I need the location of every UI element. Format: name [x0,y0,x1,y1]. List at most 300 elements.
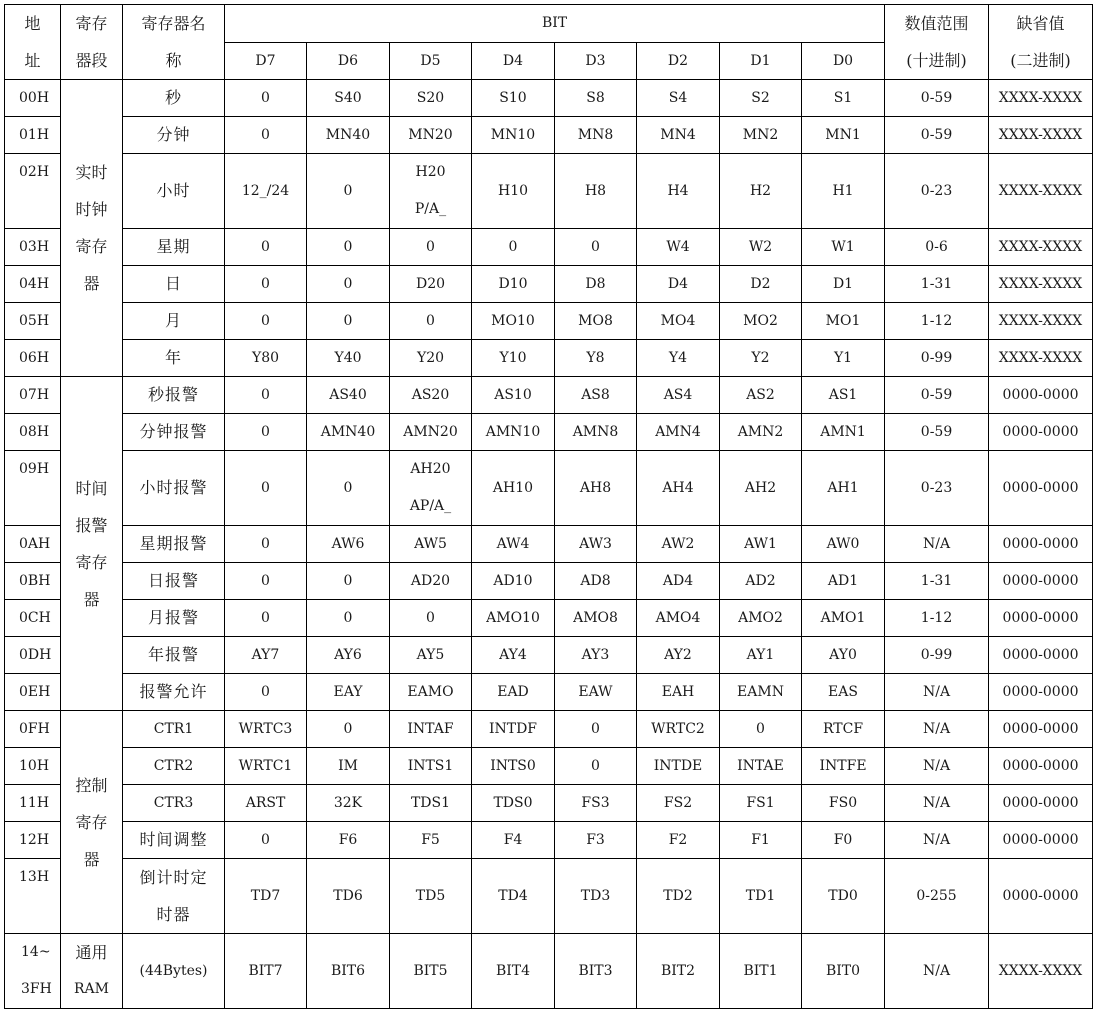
bit-cell-d0: D1 [802,266,885,303]
bit-cell-d3: 0 [555,748,637,785]
register-name-cell-line: 时器 [156,905,191,924]
register-name-cell: (44Bytes) [123,934,225,1009]
table-row [5,748,1093,785]
header-default-line: 缺省值 [1016,14,1065,33]
bit-cell-d7: 0 [225,822,307,859]
bit-cell-d3: AMN8 [555,414,637,451]
bit-cell-d0: AMO1 [802,600,885,637]
register-name-cell: 星期 [123,229,225,266]
bit-cell-d2: S4 [637,80,720,117]
bit-cell-d7: BIT7 [225,934,307,1009]
bit-cell-d2: MN4 [637,117,720,154]
header-bit-d1: D1 [720,42,802,80]
bit-cell-d7: 0 [225,229,307,266]
bit-cell-d6: AS40 [307,377,390,414]
register-table [4,4,1093,1009]
bit-cell-d0: Y1 [802,340,885,377]
default-cell: XXXX-XXXX [989,80,1093,117]
header-address-line: 址 [24,51,41,70]
segment-rtc-line: 寄存 [75,237,108,256]
bit-cell-d4: AH10 [472,451,555,526]
default-cell: 0000-0000 [989,563,1093,600]
address-cell: 09H [5,451,61,526]
header-bit: BIT [225,5,885,43]
bit-cell-d5: EAMO [390,674,472,711]
header-default-line: (二进制) [1010,51,1071,70]
table-row [5,117,1093,154]
bit-cell-d7: 0 [225,377,307,414]
bit-cell-d3: MN8 [555,117,637,154]
bit-cell-d5 [390,154,472,229]
bit-cell-d0: FS0 [802,785,885,822]
segment-ctrl-line: 器 [83,849,100,869]
bit-cell-d3: S8 [555,80,637,117]
range-cell: 0-59 [885,80,989,117]
default-cell: 0000-0000 [989,822,1093,859]
bit-cell-d4: TDS0 [472,785,555,822]
table-row [5,785,1093,822]
default-cell: 0000-0000 [989,711,1093,748]
bit-cell-d5-line: P/A_ [414,201,447,217]
bit-cell-d7: AY7 [225,637,307,674]
segment-alarm-line: 器 [83,589,100,609]
range-cell: 1-31 [885,563,989,600]
bit-cell-d5: F5 [390,822,472,859]
bit-cell-d1: AS2 [720,377,802,414]
range-cell: N/A [885,526,989,563]
bit-cell-d4: AMO10 [472,600,555,637]
bit-cell-d6: Y40 [307,340,390,377]
range-cell: 1-31 [885,266,989,303]
address-cell: 07H [5,377,61,414]
register-name-cell: 日报警 [123,563,225,600]
bit-cell-d5-line: AP/A_ [409,498,452,514]
bit-cell-d2: AW2 [637,526,720,563]
bit-cell-d4: 0 [472,229,555,266]
bit-cell-d2: AMN4 [637,414,720,451]
bit-cell-d5: 0 [390,303,472,340]
bit-cell-d1: EAMN [720,674,802,711]
header-range [885,5,989,80]
address-cell: 04H [5,266,61,303]
range-cell: 0-99 [885,637,989,674]
bit-cell-d0: EAS [802,674,885,711]
range-cell: 0-255 [885,859,989,934]
segment-alarm-line: 报警 [75,515,108,535]
bit-cell-d3: 0 [555,229,637,266]
bit-cell-d5: Y20 [390,340,472,377]
bit-cell-d3: TD3 [555,859,637,934]
bit-cell-d4: AW4 [472,526,555,563]
register-name-cell: 报警允许 [123,674,225,711]
bit-cell-d5: AY5 [390,637,472,674]
bit-cell-d2: AH4 [637,451,720,526]
bit-cell-d3: H8 [555,154,637,229]
bit-cell-d4: H10 [472,154,555,229]
bit-cell-d4: AY4 [472,637,555,674]
default-cell: 0000-0000 [989,748,1093,785]
table-row [5,934,1093,1009]
register-name-cell: 年 [123,340,225,377]
bit-cell-d5: TD5 [390,859,472,934]
table-row [5,377,1093,414]
header-default [989,5,1093,80]
bit-cell-d7: 0 [225,266,307,303]
segment-ram [61,934,123,1009]
range-cell: 0-59 [885,117,989,154]
register-name-cell: 月 [123,303,225,340]
bit-cell-d4: BIT4 [472,934,555,1009]
address-cell: 11H [5,785,61,822]
header-register-name [123,5,225,80]
segment-alarm [61,377,123,711]
bit-cell-d6: TD6 [307,859,390,934]
bit-cell-d2: AY2 [637,637,720,674]
default-cell: 0000-0000 [989,785,1093,822]
bit-cell-d0: TD0 [802,859,885,934]
bit-cell-d2: F2 [637,822,720,859]
bit-cell-d0: F0 [802,822,885,859]
bit-cell-d5: D20 [390,266,472,303]
table-body [5,5,1093,1009]
bit-cell-d3: EAW [555,674,637,711]
range-cell: 0-59 [885,414,989,451]
bit-cell-d0: INTFE [802,748,885,785]
default-cell: XXXX-XXXX [989,266,1093,303]
table-row [5,526,1093,563]
table-row [5,303,1093,340]
bit-cell-d5: INTAF [390,711,472,748]
header-segment [61,5,123,80]
segment-rtc-line: 时钟 [75,200,108,219]
bit-cell-d1: INTAE [720,748,802,785]
bit-cell-d1: AMO2 [720,600,802,637]
bit-cell-d1: AD2 [720,563,802,600]
segment-alarm-line: 时间 [75,478,108,498]
bit-cell-d1: AH2 [720,451,802,526]
range-cell: N/A [885,748,989,785]
default-cell: XXXX-XXXX [989,303,1093,340]
bit-cell-d5: AD20 [390,563,472,600]
bit-cell-d4: S10 [472,80,555,117]
bit-cell-d7: 0 [225,563,307,600]
header-row-1 [5,5,1093,43]
default-cell: XXXX-XXXX [989,154,1093,229]
table-row [5,859,1093,934]
header-address [5,5,61,80]
header-segment-line: 寄存 [75,14,108,33]
bit-cell-d6: 0 [307,303,390,340]
register-name-cell [123,859,225,934]
table-row [5,822,1093,859]
bit-cell-d5: MN20 [390,117,472,154]
default-cell: 0000-0000 [989,674,1093,711]
header-bit-d3: D3 [555,42,637,80]
bit-cell-d6: F6 [307,822,390,859]
address-cell [5,934,61,1009]
bit-cell-d3: AH8 [555,451,637,526]
header-bit-d2: D2 [637,42,720,80]
register-name-cell: CTR2 [123,748,225,785]
register-name-cell: CTR1 [123,711,225,748]
table-row [5,711,1093,748]
address-cell: 13H [5,859,61,934]
register-name-cell: 小时报警 [123,451,225,526]
bit-cell-d6: 0 [307,229,390,266]
bit-cell-d0: AW0 [802,526,885,563]
bit-cell-d4: Y10 [472,340,555,377]
table-row [5,340,1093,377]
segment-ram-line: 通用 [75,943,108,962]
table-row [5,154,1093,229]
bit-cell-d7: Y80 [225,340,307,377]
range-cell: N/A [885,934,989,1009]
bit-cell-d2: D4 [637,266,720,303]
bit-cell-d4: INTDF [472,711,555,748]
bit-cell-d1: F1 [720,822,802,859]
header-bit-d4: D4 [472,42,555,80]
bit-cell-d2: AS4 [637,377,720,414]
bit-cell-d4: AD10 [472,563,555,600]
bit-cell-d3: BIT3 [555,934,637,1009]
bit-cell-d4: TD4 [472,859,555,934]
bit-cell-d6: 0 [307,266,390,303]
bit-cell-d2: BIT2 [637,934,720,1009]
bit-cell-d2: INTDE [637,748,720,785]
bit-cell-d5-line: H20 [415,164,446,180]
bit-cell-d3: AD8 [555,563,637,600]
address-cell: 0AH [5,526,61,563]
bit-cell-d6: BIT6 [307,934,390,1009]
bit-cell-d7: 0 [225,526,307,563]
bit-cell-d1: W2 [720,229,802,266]
address-cell-line: 14~ [21,944,51,960]
segment-rtc-line: 器 [83,274,100,293]
bit-cell-d1: S2 [720,80,802,117]
bit-cell-d1: Y2 [720,340,802,377]
default-cell: 0000-0000 [989,600,1093,637]
bit-cell-d7: 0 [225,303,307,340]
header-bit-d6: D6 [307,42,390,80]
bit-cell-d5: AMN20 [390,414,472,451]
segment-alarm-line: 寄存 [75,552,108,572]
bit-cell-d0: MN1 [802,117,885,154]
bit-cell-d0: S1 [802,80,885,117]
range-cell: 0-6 [885,229,989,266]
range-cell: 0-99 [885,340,989,377]
default-cell: 0000-0000 [989,859,1093,934]
default-cell: XXXX-XXXX [989,934,1093,1009]
default-cell: XXXX-XXXX [989,340,1093,377]
bit-cell-d6: S40 [307,80,390,117]
bit-cell-d5: AS20 [390,377,472,414]
bit-cell-d3: AW3 [555,526,637,563]
bit-cell-d1: D2 [720,266,802,303]
address-cell: 06H [5,340,61,377]
bit-cell-d3: AS8 [555,377,637,414]
table-row [5,229,1093,266]
bit-cell-d7: WRTC1 [225,748,307,785]
table-row [5,600,1093,637]
address-cell: 10H [5,748,61,785]
address-cell: 03H [5,229,61,266]
bit-cell-d6: MN40 [307,117,390,154]
bit-cell-d5: AW5 [390,526,472,563]
bit-cell-d6: 0 [307,451,390,526]
bit-cell-d2: Y4 [637,340,720,377]
bit-cell-d0: RTCF [802,711,885,748]
address-cell: 0DH [5,637,61,674]
table-row [5,80,1093,117]
register-name-cell: 日 [123,266,225,303]
bit-cell-d0: AY0 [802,637,885,674]
range-cell: N/A [885,711,989,748]
bit-cell-d7: WRTC3 [225,711,307,748]
range-cell: 0-23 [885,154,989,229]
bit-cell-d7: TD7 [225,859,307,934]
bit-cell-d6: AMN40 [307,414,390,451]
segment-ram-line: RAM [74,981,109,997]
bit-cell-d3: AY3 [555,637,637,674]
bit-cell-d2: EAH [637,674,720,711]
bit-cell-d5: TDS1 [390,785,472,822]
header-bit-d5: D5 [390,42,472,80]
range-cell: 0-59 [885,377,989,414]
bit-cell-d4: INTS0 [472,748,555,785]
bit-cell-d1: AY1 [720,637,802,674]
bit-cell-d2: AMO4 [637,600,720,637]
bit-cell-d3: FS3 [555,785,637,822]
bit-cell-d3: AMO8 [555,600,637,637]
bit-cell-d6: 0 [307,563,390,600]
bit-cell-d0: BIT0 [802,934,885,1009]
bit-cell-d0: MO1 [802,303,885,340]
header-address-line: 地 [24,14,41,33]
bit-cell-d4: D10 [472,266,555,303]
default-cell: XXXX-XXXX [989,117,1093,154]
bit-cell-d4: AS10 [472,377,555,414]
bit-cell-d1: AW1 [720,526,802,563]
header-segment-line: 器段 [75,51,108,70]
register-name-cell: 月报警 [123,600,225,637]
bit-cell-d0: AH1 [802,451,885,526]
register-name-cell: CTR3 [123,785,225,822]
bit-cell-d5: BIT5 [390,934,472,1009]
bit-cell-d3: 0 [555,711,637,748]
bit-cell-d3: F3 [555,822,637,859]
bit-cell-d2: H4 [637,154,720,229]
table-row [5,451,1093,526]
segment-ctrl-line: 控制 [75,775,108,795]
header-range-line: 数值范围 [904,14,969,33]
bit-cell-d6: 0 [307,711,390,748]
default-cell: 0000-0000 [989,637,1093,674]
bit-cell-d6: 0 [307,600,390,637]
bit-cell-d6: 0 [307,154,390,229]
address-cell: 0CH [5,600,61,637]
address-cell: 12H [5,822,61,859]
bit-cell-d0: AMN1 [802,414,885,451]
bit-cell-d1: 0 [720,711,802,748]
bit-cell-d2: WRTC2 [637,711,720,748]
bit-cell-d3: D8 [555,266,637,303]
bit-cell-d5-line: AH20 [410,461,451,477]
bit-cell-d0: H1 [802,154,885,229]
bit-cell-d5: S20 [390,80,472,117]
range-cell: 0-23 [885,451,989,526]
address-cell: 08H [5,414,61,451]
bit-cell-d1: MN2 [720,117,802,154]
register-name-cell: 秒 [123,80,225,117]
range-cell: 1-12 [885,303,989,340]
bit-cell-d6: AY6 [307,637,390,674]
address-cell-line: 3FH [21,981,52,997]
segment-ctrl [61,711,123,934]
header-bit-d7: D7 [225,42,307,80]
bit-cell-d6: 32K [307,785,390,822]
bit-cell-d0: AS1 [802,377,885,414]
segment-rtc-line: 实时 [75,163,108,182]
bit-cell-d3: Y8 [555,340,637,377]
register-name-cell: 星期报警 [123,526,225,563]
address-cell: 0FH [5,711,61,748]
segment-ctrl-line: 寄存 [75,812,108,832]
bit-cell-d7: 0 [225,80,307,117]
header-range-line: (十进制) [906,51,967,70]
table-row [5,674,1093,711]
bit-cell-d7: 0 [225,414,307,451]
bit-cell-d2: TD2 [637,859,720,934]
register-name-cell: 分钟报警 [123,414,225,451]
bit-cell-d1: FS1 [720,785,802,822]
bit-cell-d2: W4 [637,229,720,266]
table-row [5,414,1093,451]
register-name-cell: 年报警 [123,637,225,674]
bit-cell-d7: 0 [225,117,307,154]
bit-cell-d7: 12_/24 [225,154,307,229]
address-cell: 00H [5,80,61,117]
range-cell: N/A [885,822,989,859]
address-cell: 05H [5,303,61,340]
register-name-cell: 分钟 [123,117,225,154]
bit-cell-d4: EAD [472,674,555,711]
header-register-name-line: 称 [165,51,182,70]
bit-cell-d5: INTS1 [390,748,472,785]
header-bit-d0: D0 [802,42,885,80]
bit-cell-d1: TD1 [720,859,802,934]
range-cell: N/A [885,674,989,711]
bit-cell-d5: 0 [390,229,472,266]
bit-cell-d6: IM [307,748,390,785]
bit-cell-d4: MN10 [472,117,555,154]
bit-cell-d2: FS2 [637,785,720,822]
segment-rtc [61,80,123,377]
register-name-cell-line: 倒计时定 [139,868,208,887]
bit-cell-d3: MO8 [555,303,637,340]
table-row [5,637,1093,674]
address-cell: 01H [5,117,61,154]
bit-cell-d7: 0 [225,600,307,637]
address-cell: 0BH [5,563,61,600]
bit-cell-d6: AW6 [307,526,390,563]
bit-cell-d2: AD4 [637,563,720,600]
table-row [5,563,1093,600]
bit-cell-d4: F4 [472,822,555,859]
default-cell: XXXX-XXXX [989,229,1093,266]
bit-cell-d7: 0 [225,451,307,526]
range-cell: 1-12 [885,600,989,637]
bit-cell-d7: 0 [225,674,307,711]
